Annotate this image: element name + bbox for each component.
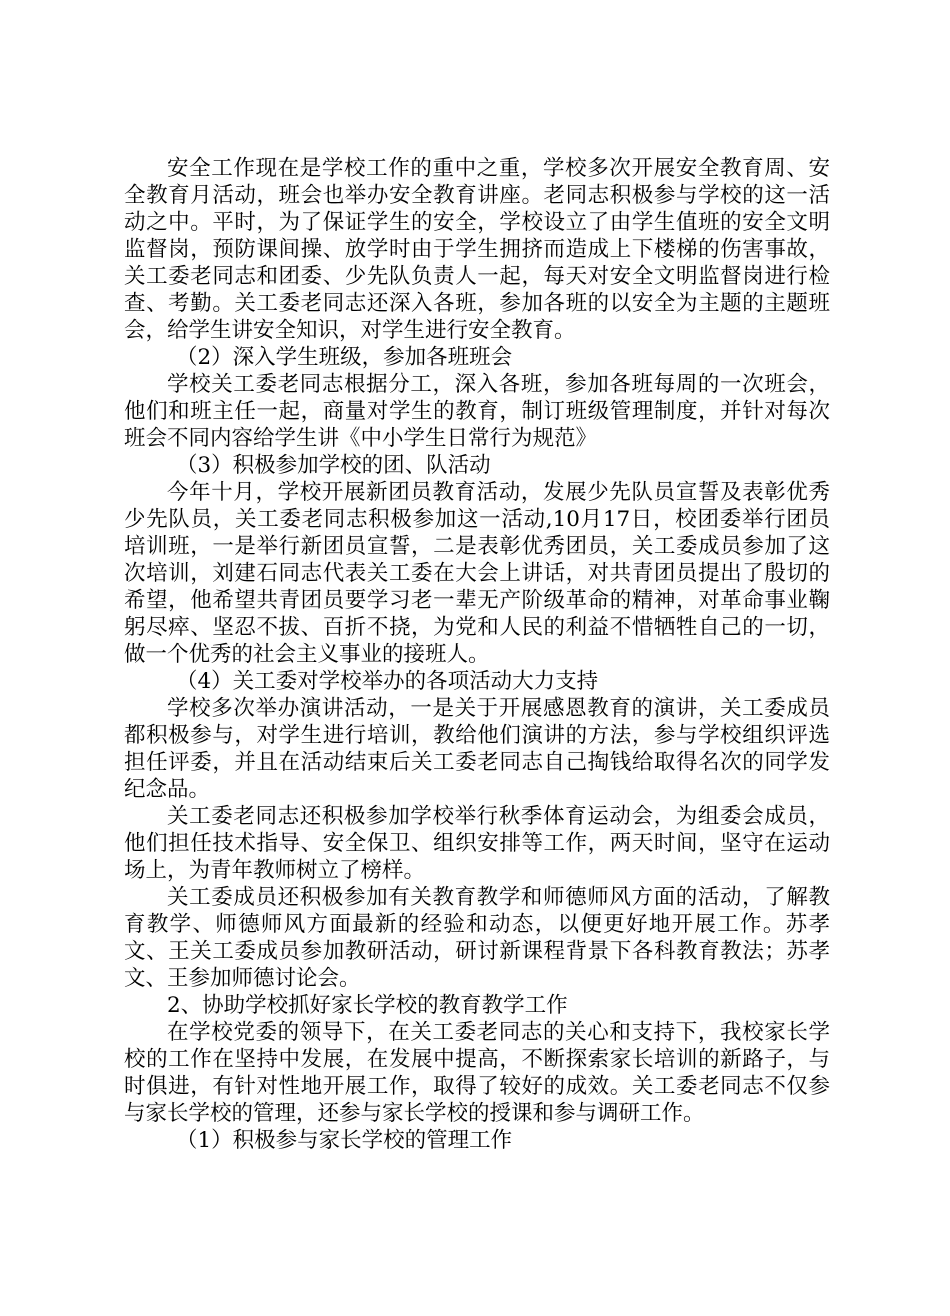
paragraph-sports-meet: 关工委老同志还积极参加学校举行秋季体育运动会，为组委会成员，他们担任技术指导、安全保卫、组织安排等工作，两天时间，坚守在运动场上，为青年教师树立了榜样。 xyxy=(124,804,830,883)
document-page xyxy=(124,155,830,1154)
heading-activity-support: （4）关工委对学校举办的各项活动大力支持 xyxy=(176,669,599,694)
heading-class-meetings: （2）深入学生班级，参加各班班会 xyxy=(176,345,513,370)
heading-league-activities: （3）积极参加学校的团、队活动 xyxy=(176,453,491,478)
heading-parent-school-management: （1）积极参与家长学校的管理工作 xyxy=(176,1128,513,1153)
section-heading-parent-school: 2、协助学校抓好家长学校的教育教学工作 xyxy=(167,993,568,1018)
paragraph-league-activities: 今年十月，学校开展新团员教育活动，发展少先队员宣誓及表彰优秀少先队员，关工委老同志积极参加这一活动,10月17日，校团委举行团员培训班，一是举行新团员宣誓，二是表彰优秀团员，关工委成员参加了这次培训，刘建石同志代表关工委在大会上讲话，对共青团员提出了殷切的希望，他希望共青团员要学习老一辈无产阶级革命的精神，对革命事业鞠躬尽瘁、坚忍不拔、百折不挠，为党和人民的利益不惜牺牲自己的一切，做一个优秀的社会主义事业的接班人。 xyxy=(124,480,830,667)
paragraph-safety-work: 安全工作现在是学校工作的重中之重，学校多次开展安全教育周、安全教育月活动，班会也举办安全教育讲座。老同志积极参与学校的这一活动之中。平时，为了保证学生的安全，学校设立了由学生值班的安全文明监督岗，预防课间操、放学时由于学生拥挤而造成上下楼梯的伤害事故，关工委老同志和团委、少先队负责人一起，每天对安全文明监督岗进行检查、考勤。关工委老同志还深入各班，参加各班的以安全为主题的主题班会，给学生讲安全知识，对学生进行安全教育。 xyxy=(124,156,830,343)
paragraph-speech-activities: 学校多次举办演讲活动，一是关于开展感恩教育的演讲，关工委成员都积极参与，对学生进行培训，教给他们演讲的方法，参与学校组织评选担任评委，并且在活动结束后关工委老同志自己掏钱给取得名次的同学发纪念品。 xyxy=(124,696,830,802)
paragraph-teaching-ethics: 关工委成员还积极参加有关教育教学和师德师风方面的活动，了解教育教学、师德师风方面最新的经验和动态，以便更好地开展工作。苏孝文、王关工委成员参加教研活动，研讨新课程背景下各科教育教法；苏孝文、王参加师德讨论会。 xyxy=(124,885,830,991)
paragraph-parent-school: 在学校党委的领导下，在关工委老同志的关心和支持下，我校家长学校的工作在坚持中发展，在发展中提高，不断探索家长培训的新路子，与时俱进，有针对性地开展工作，取得了较好的成效。关工委老同志不仅参与家长学校的管理，还参与家长学校的授课和参与调研工作。 xyxy=(124,1020,830,1126)
paragraph-class-meetings: 学校关工委老同志根据分工，深入各班，参加各班每周的一次班会，他们和班主任一起，商量对学生的教育，制订班级管理制度，并针对每次班会不同内容给学生讲《中小学生日常行为规范》 xyxy=(124,372,830,451)
